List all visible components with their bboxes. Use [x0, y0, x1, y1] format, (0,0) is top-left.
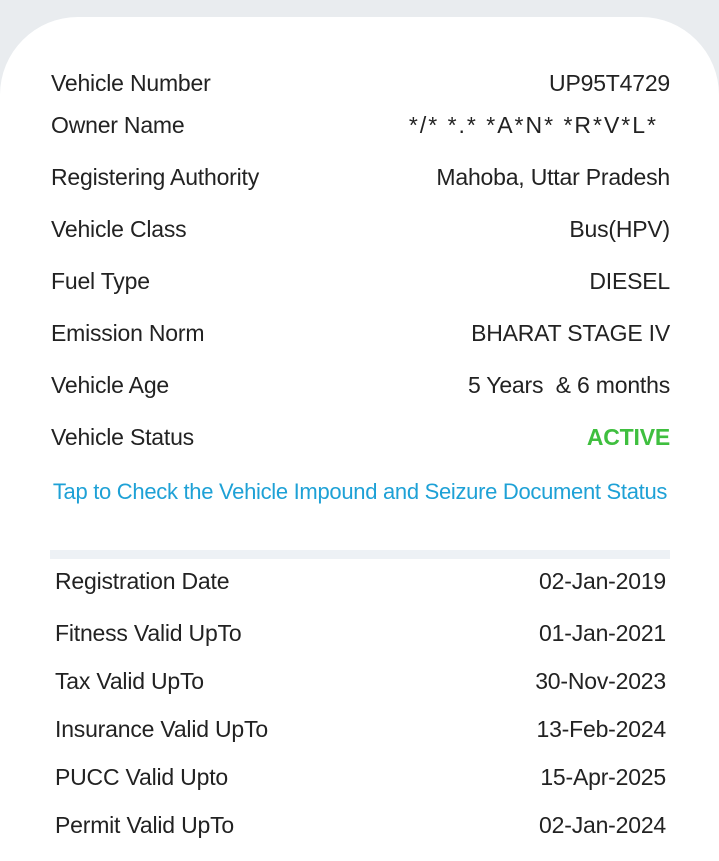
detail-row-insurance-valid-upto [55, 711, 666, 747]
owner-name-value: */* *.* *A*N* *R*V*L* [408, 111, 658, 138]
detail-row-vehicle-number [51, 65, 670, 101]
vehicle-age-value: 5 Years & 6 months [467, 371, 670, 398]
vehicle-age-label: Vehicle Age [51, 371, 170, 398]
registering-authority-value: Mahoba, Uttar Pradesh [436, 163, 670, 190]
detail-row-vehicle-age [51, 367, 670, 403]
detail-row-fitness-valid-upto [55, 615, 666, 651]
fuel-type-label: Fuel Type [51, 267, 150, 294]
section-divider [50, 550, 670, 559]
fuel-type-value: DIESEL [589, 267, 670, 294]
pucc-valid-upto-label: PUCC Valid Upto [55, 763, 228, 790]
pucc-valid-upto-value: 15-Apr-2025 [540, 763, 666, 790]
vehicle-class-value: Bus(HPV) [569, 215, 670, 242]
insurance-valid-upto-label: Insurance Valid UpTo [55, 715, 268, 742]
detail-row-registering-authority [51, 159, 670, 195]
registration-date-value: 02-Jan-2019 [539, 567, 666, 594]
detail-row-pucc-valid-upto [55, 759, 666, 795]
detail-row-permit-valid-upto [55, 807, 666, 843]
tax-valid-upto-label: Tax Valid UpTo [55, 667, 204, 694]
detail-row-fuel-type [51, 263, 670, 299]
impound-seizure-status-link[interactable]: Tap to Check the Vehicle Impound and Seizure Document Status [52, 479, 668, 504]
detail-row-tax-valid-upto [55, 663, 666, 699]
registration-date-label: Registration Date [55, 567, 230, 594]
vehicle-number-value: UP95T4729 [549, 69, 670, 96]
status-badge: ACTIVE [586, 423, 670, 450]
emission-norm-label: Emission Norm [51, 319, 205, 346]
detail-row-vehicle-class [51, 211, 670, 247]
insurance-valid-upto-value: 13-Feb-2024 [536, 715, 666, 742]
tax-valid-upto-value: 30-Nov-2023 [535, 667, 666, 694]
vehicle-number-label: Vehicle Number [51, 69, 211, 96]
vehicle-class-label: Vehicle Class [51, 215, 187, 242]
vehicle-status-label: Vehicle Status [51, 423, 194, 450]
permit-valid-upto-value: 02-Jan-2024 [539, 811, 666, 838]
detail-row-emission-norm [51, 315, 670, 351]
fitness-valid-upto-value: 01-Jan-2021 [539, 619, 666, 646]
detail-row-vehicle-status [51, 419, 670, 455]
registering-authority-label: Registering Authority [51, 163, 260, 190]
fitness-valid-upto-label: Fitness Valid UpTo [55, 619, 242, 646]
owner-name-label: Owner Name [51, 111, 185, 138]
emission-norm-value: BHARAT STAGE IV [471, 319, 670, 346]
detail-row-registration-date [55, 563, 666, 599]
permit-valid-upto-label: Permit Valid UpTo [55, 811, 234, 838]
detail-row-owner-name [51, 107, 670, 143]
